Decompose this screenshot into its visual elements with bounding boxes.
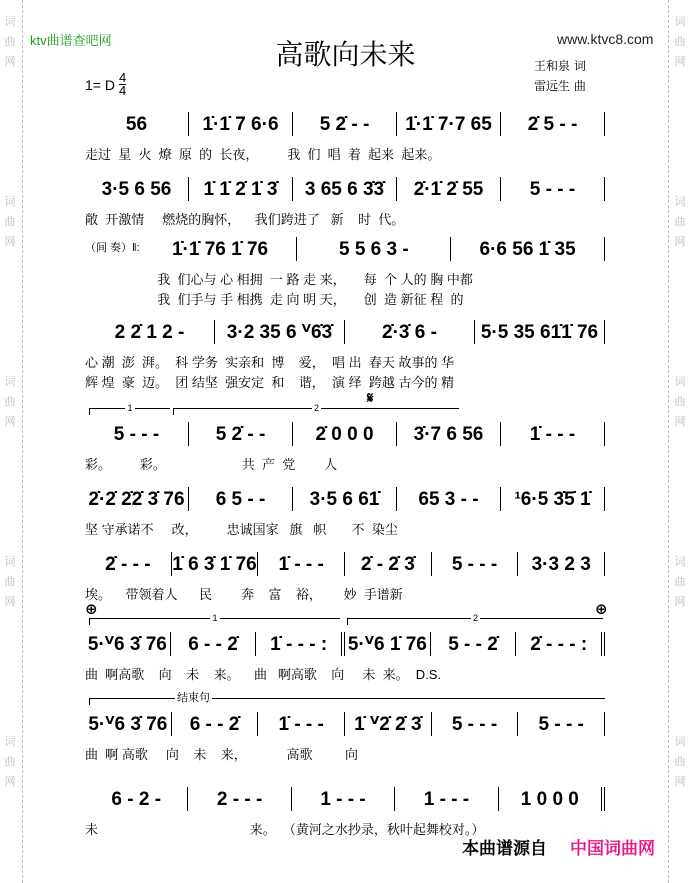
watermark-char: 词 — [4, 376, 16, 388]
measure: 6·6 56 1̇ 35 — [451, 237, 605, 261]
lyrics-line: 曲 啊 高歌 向 未 来， 高歌 向 — [85, 747, 359, 762]
volta-number: 2 — [313, 403, 319, 413]
measure: 2̇ - - - — [85, 552, 172, 576]
measure: 6 - 2 - — [85, 787, 188, 811]
volta-number: 1 — [127, 403, 133, 413]
watermark-char: 曲 — [4, 576, 16, 588]
measure: 1̇·1̇ 7 6·6 — [189, 112, 293, 136]
lyrics-line: 心 潮 澎 湃。 科 学务 实亲和 博 爱， 唱 出 春天 故事的 华 — [85, 355, 455, 370]
watermark-char: 网 — [674, 56, 686, 68]
volta-bracket — [89, 613, 340, 625]
score-row — [85, 390, 605, 472]
score-row — [85, 175, 605, 225]
watermark-char: 网 — [4, 596, 16, 608]
volta-bracket — [173, 403, 459, 415]
measure: 6 - - 2̇ — [171, 632, 257, 656]
score-row — [85, 485, 605, 535]
lyrics-line: 我 们手与 手 相携 走 向 明 天， 创 造 新征 程 的 — [85, 292, 464, 307]
watermark-char: 词 — [674, 736, 686, 748]
lyrics-line: 走过 星 火 燎 原 的 长夜， 我 们 唱 着 起来 起来。 — [85, 147, 441, 162]
measure: 56 — [85, 112, 189, 136]
lyrics-line: 敞 开激情 燃烧的胸怀， 我们跨进了 新 时 代。 — [85, 212, 405, 227]
measure: 5·5 35 61̇1̇ 76 — [475, 320, 605, 344]
measure: 1̇ 6 3̇ 1̇ 76 — [172, 554, 257, 575]
credits — [534, 56, 586, 96]
measure: 5 2̇ - - — [189, 422, 293, 446]
measure: 6 - - 2̇ — [172, 712, 259, 736]
watermark-char: 网 — [4, 236, 16, 248]
notation-line — [85, 420, 605, 446]
measure: 3·5 6 56 — [85, 177, 189, 201]
watermark-char: 词 — [4, 736, 16, 748]
time-bottom: 4 — [118, 83, 127, 98]
watermark-char: 词 — [4, 16, 16, 28]
notation-line — [85, 485, 605, 511]
notation-line — [85, 175, 605, 201]
measure: 5 - - - — [518, 712, 605, 736]
watermark-left — [0, 0, 22, 883]
measure: 2 2̇ 1 2 - — [85, 320, 215, 344]
watermark-char: 网 — [4, 56, 16, 68]
coda-icon: ⊕ — [595, 601, 608, 618]
measure: 1̇ ⱽ2̇ 2̇ 3̇ — [345, 712, 432, 736]
measure: 1 - - - — [395, 787, 498, 811]
measure: 5 - - - — [501, 177, 605, 201]
watermark-char: 曲 — [674, 36, 686, 48]
score-row — [85, 235, 605, 305]
watermark-char: 词 — [674, 196, 686, 208]
measure: 5 - - 2̇ — [431, 632, 517, 656]
measure: 1̇·1̇ 76 1̇ 76 — [144, 237, 298, 261]
measure: 5 - - - — [432, 712, 519, 736]
watermark-char: 网 — [4, 416, 16, 428]
measure: 5 5 6 3 - — [297, 237, 451, 261]
measure: 1̇ 1̇ 2̇ 1̇ 3̇ — [189, 177, 293, 201]
measure: 65 3 - - — [397, 487, 501, 511]
composer: 雷远生 曲 — [534, 79, 586, 93]
measure: 1̇ - - - — [501, 422, 605, 446]
score-row — [85, 550, 605, 600]
measure: 5 - - - — [432, 552, 519, 576]
time-signature — [119, 72, 126, 97]
measure: 6 5 - - — [189, 487, 293, 511]
score-row — [85, 110, 605, 160]
measure: 1 - - - — [292, 787, 395, 811]
lyrics-line: 我 们心与 心 相拥 一 路 走 来， 每 个 人的 胸 中都 — [85, 272, 473, 287]
segno-icon: 𝄋 — [367, 390, 374, 407]
song-title: 高歌向未来 — [275, 39, 416, 70]
watermark-char: 词 — [4, 556, 16, 568]
volta-number: 2 — [472, 613, 478, 623]
watermark-char: 网 — [674, 776, 686, 788]
measure: 1 0 0 0 — [499, 787, 605, 811]
notation-line — [85, 785, 605, 811]
margin-line-left — [22, 0, 23, 883]
measure: 5 - - - — [85, 422, 189, 446]
volta-bracket — [89, 403, 170, 415]
measure: 2̇ 5 - - — [501, 112, 605, 136]
watermark-char: 网 — [674, 596, 686, 608]
measure: 5·ⱽ6 3̇ 76 — [85, 632, 171, 656]
measure: 2̇ 0 0 0 — [293, 422, 397, 446]
watermark-char: 曲 — [4, 756, 16, 768]
notation-line — [85, 710, 605, 736]
watermark-char: 词 — [4, 196, 16, 208]
source-site[interactable]: 中国词曲网 — [570, 839, 655, 858]
watermark-char: 曲 — [674, 396, 686, 408]
measure: 2̇·1̇ 2̇ 55 — [397, 177, 501, 201]
measure: 5·ⱽ6 1̇ 76 — [345, 632, 431, 656]
key: 1= D — [85, 76, 115, 93]
lyrics-line: 辉 煌 豪 迈。 团 结坚 强安定 和 谐， 演 绎 跨越 古今的 精 — [85, 375, 455, 390]
measure: 1̇ - - - — [258, 712, 345, 736]
notation-line — [85, 318, 605, 344]
measure: 2̇·3̇ 6 - — [345, 320, 475, 344]
watermark-char: 曲 — [4, 216, 16, 228]
measure: ¹6·5 3̇5̇ 1̇ — [501, 487, 605, 511]
watermark-char: 曲 — [674, 576, 686, 588]
watermark-char: 词 — [674, 556, 686, 568]
watermark-char: 词 — [674, 376, 686, 388]
score-row — [85, 692, 605, 762]
watermark-char: 网 — [674, 416, 686, 428]
watermark-char: 网 — [674, 236, 686, 248]
notation-line — [85, 235, 605, 261]
lyrics-line: 曲 啊高歌 向 未 来。 曲 啊高歌 向 未 来。 D.S. — [85, 667, 442, 682]
measure: 2̇·2̇ 2̇2̇ 3̇ 76 — [85, 487, 189, 511]
measure: 5·ⱽ6 3̇ 76 — [85, 712, 172, 736]
score-row — [85, 601, 608, 682]
ending-bracket — [89, 692, 605, 705]
watermark-char: 曲 — [4, 36, 16, 48]
measure: 1̇ - - - : — [256, 632, 345, 656]
watermark-char: 词 — [674, 16, 686, 28]
notation-line — [85, 550, 605, 576]
lyrics-line: 未 来。 （黄河之水抄录，秋叶起舞校对。） — [85, 822, 485, 837]
watermark-char: 曲 — [674, 216, 686, 228]
source-label: 本曲谱源自 — [462, 839, 547, 858]
score-row — [85, 785, 605, 835]
lyrics-line: 坚 守承诺不 改， 忠诚国家 旗 帜 不 染尘 — [85, 522, 398, 537]
site-url[interactable]: www.ktvc8.com — [557, 31, 654, 47]
margin-line-right — [668, 0, 669, 883]
ending-label: 结束句 — [177, 692, 210, 704]
coda-icon: ⊕ — [85, 601, 98, 618]
interlude-marker: （间 奏）‖: — [85, 242, 140, 254]
measure: 1̇ - - - — [258, 552, 345, 576]
key-signature — [85, 72, 126, 97]
site-logo-left[interactable]: ktv曲谱查吧网 — [30, 33, 112, 48]
measure: 3·3 2 3 — [518, 552, 605, 576]
measure: 2̇ - 2̇ 3̇ — [345, 552, 432, 576]
lyrics-line: 埃。 带领着人 民 奔 富 裕， 妙 手谱新 — [85, 587, 403, 602]
measure: 2̇ - - - : — [516, 632, 605, 656]
score-row — [85, 318, 605, 388]
watermark-char: 曲 — [4, 396, 16, 408]
measure: 3·5 6 61̇ — [293, 487, 397, 511]
measure: 1̇·1̇ 7·7 65 — [397, 112, 501, 136]
watermark-char: 网 — [4, 776, 16, 788]
measure: 2 - - - — [188, 787, 291, 811]
volta-number: 1 — [212, 613, 218, 623]
time-top: 4 — [118, 70, 127, 85]
lyricist: 王和泉 词 — [534, 59, 586, 73]
watermark-right — [670, 0, 691, 883]
measure: 5 2̇ - - — [293, 112, 397, 136]
measure: 3·2 35 6 ⱽ6̇3̇ — [215, 320, 345, 344]
watermark-char: 曲 — [674, 756, 686, 768]
notation-line — [85, 630, 605, 656]
measure: 3̇·7 6 56 — [397, 422, 501, 446]
notation-line — [85, 110, 605, 136]
measure: 3 65 6 3̇3̇ — [293, 177, 397, 201]
lyrics-line: 彩。 彩。 共 产 党 人 — [85, 457, 338, 472]
volta-bracket — [347, 613, 603, 625]
